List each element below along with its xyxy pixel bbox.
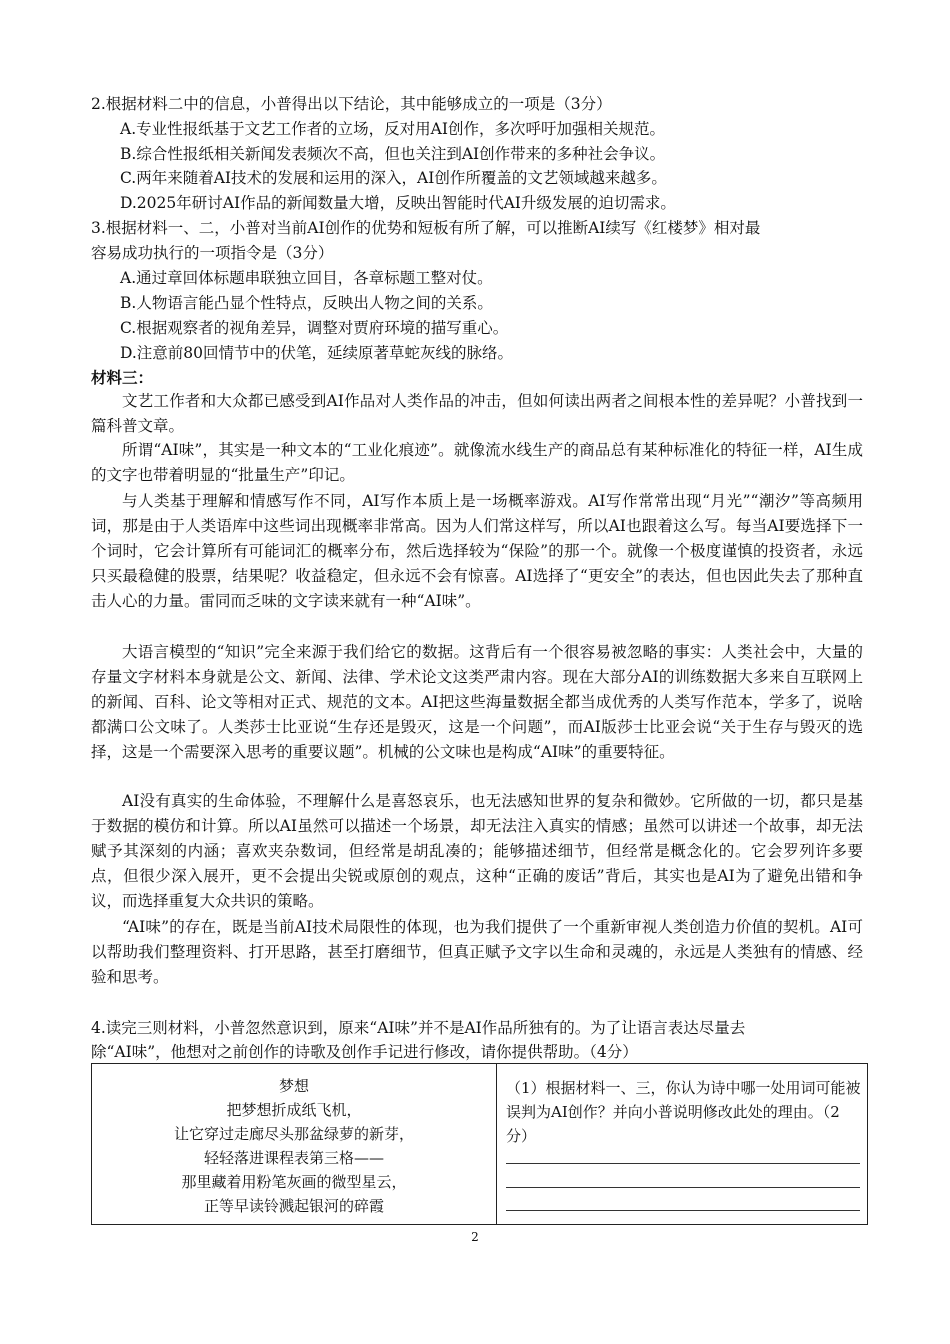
question-3-option-b: B.人物语言能凸显个性特点，反映出人物之间的关系。 <box>120 294 493 312</box>
question-3-stem-line1: 3.根据材料一、二，小普对当前AI创作的优势和短板有所了解，可以推断AI续写《红楼梦》相对最 <box>91 219 761 237</box>
question-4-stem-line2: 除“AI味”，他想对之前创作的诗歌及创作手记进行修改，请你提供帮助。（4分） <box>91 1043 638 1061</box>
answer-line[interactable] <box>506 1210 860 1211</box>
poem-title: 梦想 <box>278 1077 309 1095</box>
poem-line: 把梦想折成纸飞机， <box>226 1101 362 1119</box>
poem-line: 轻轻落进课程表第三格—— <box>203 1149 384 1167</box>
material-3-paragraph: “AI味”的存在，既是当前AI技术局限性的体现，也为我们提供了一个重新审视人类创造力价值的契机。AI可以帮助我们整理资料、打开思路，甚至打磨细节，但真正赋予文字以生命和灵魂的，永远是人类独有的情感、经验和思考。 <box>91 918 863 986</box>
answer-line[interactable] <box>506 1187 860 1188</box>
material-3-paragraph: 大语言模型的“知识”完全来源于我们给它的数据。这背后有一个很容易被忽略的事实：人类社会中，大量的存量文字材料本身就是公文、新闻、法律、学术论文这类严肃内容。现在大部分AI的训练数据大多来自互联网上的新闻、百科、论文等相对正式、规范的文本。AI把这些海量数据全都当成优秀的人类写作范本，学多了，说啥都满口公文味了。人类莎士比亚说“生存还是毁灭，这是一个问题”，而AI版莎士比亚会说“关于生存与毁灭的选择，这是一个需要深入思考的重要议题”。机械的公文味也是构成“AI味”的重要特征。 <box>91 643 863 761</box>
table-divider <box>496 1064 497 1224</box>
question-2-option-b: B.综合性报纸相关新闻发表频次不高，但也关注到AI创作带来的多种社会争议。 <box>120 145 666 163</box>
question-4-sub-1: （1）根据材料一、三，你认为诗中哪一处用词可能被误判为AI创作？并向小普说明修改此处的理由。（2分） <box>506 1079 861 1145</box>
question-4-table <box>91 1063 868 1225</box>
question-2-stem: 2.根据材料二中的信息，小普得出以下结论，其中能够成立的一项是（3分） <box>91 95 612 113</box>
question-4-stem-line1: 4.读完三则材料，小普忽然意识到，原来“AI味”并不是AI作品所独有的。为了让语言表达尽量去 <box>91 1019 746 1037</box>
question-3-stem-line2: 容易成功执行的一项指令是（3分） <box>91 244 334 262</box>
answer-line[interactable] <box>506 1163 860 1164</box>
material-3-heading: 材料三： <box>91 369 154 387</box>
poem-cell <box>92 1074 496 1218</box>
page-number: 2 <box>471 1230 479 1244</box>
question-2-option-d: D.2025年研讨AI作品的新闻数量大增，反映出智能时代AI升级发展的迫切需求。 <box>120 194 676 212</box>
question-3-option-a: A.通过章回体标题串联独立回目，各章标题工整对仗。 <box>120 269 493 287</box>
question-2-option-a: A.专业性报纸基于文艺工作者的立场，反对用AI创作，多次呼吁加强相关规范。 <box>120 120 665 138</box>
question-3-option-c: C.根据观察者的视角差异，调整对贾府环境的描写重心。 <box>120 319 509 337</box>
poem-line: 那里藏着用粉笔灰画的微型星云， <box>181 1173 407 1191</box>
poem-line: 让它穿过走廊尽头那盆绿萝的新芽， <box>173 1125 414 1143</box>
question-3-option-d: D.注意前80回情节中的伏笔，延续原著草蛇灰线的脉络。 <box>120 344 514 362</box>
poem-line: 正等早读铃溅起银河的碎霞 <box>203 1197 384 1215</box>
material-3-paragraph: 所谓“AI味”，其实是一种文本的“工业化痕迹”。就像流水线生产的商品总有某种标准化的特征一样，AI生成的文字也带着明显的“批量生产”印记。 <box>91 441 863 484</box>
material-3-paragraph: 文艺工作者和大众都已感受到AI作品对人类作品的冲击，但如何读出两者之间根本性的差异呢？小普找到一篇科普文章。 <box>91 392 863 435</box>
material-3-paragraph: AI没有真实的生命体验，不理解什么是喜怒哀乐，也无法感知世界的复杂和微妙。它所做的一切，都只是基于数据的模仿和计算。所以AI虽然可以描述一个场景，却无法注入真实的情感；虽然可以讲述一个故事，却无法赋予其深刻的内涵；喜欢夹杂数词，但经常是胡乱凑的；能够描述细节，但经常是概念化的。它会罗列许多要点，但很少深入展开，更不会提出尖锐或原创的观点，这种“正确的废话”背后，其实也是AI为了避免出错和争议，而选择重复大众共识的策略。 <box>91 792 863 910</box>
question-2-option-c: C.两年来随着AI技术的发展和运用的深入，AI创作所覆盖的文艺领域越来越多。 <box>120 169 667 187</box>
material-3-paragraph: 与人类基于理解和情感写作不同，AI写作本质上是一场概率游戏。AI写作常常出现“月光”“潮汐”等高频用词，那是由于人类语库中这些词出现概率非常高。因为人们常这样写，所以AI也跟着这么写。每当AI要选择下一个词时，它会计算所有可能词汇的概率分布，然后选择较为“保险”的那一个。就像一个极度谨慎的投资者，永远只买最稳健的股票，结果呢？收益稳定，但永远不会有惊喜。AI选择了“更安全”的表达，但也因此失去了那种直击人心的力量。雷同而乏味的文字读来就有一种“AI味”。 <box>91 492 863 610</box>
